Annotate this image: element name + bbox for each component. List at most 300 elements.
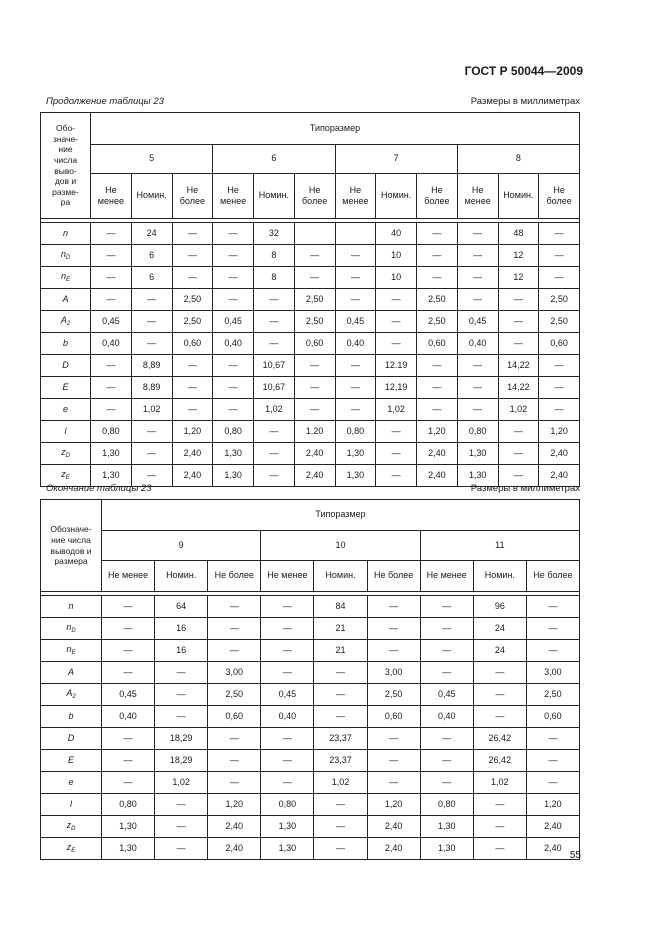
value-cell: 0,80 <box>335 421 376 443</box>
value-cell: — <box>131 333 172 355</box>
value-cell: 2,40 <box>208 816 261 838</box>
value-cell: — <box>376 443 417 465</box>
value-cell: 1,20 <box>526 794 579 816</box>
value-cell: 3,00 <box>367 662 420 684</box>
designation-cell <box>41 684 102 706</box>
limit-header-line: Не <box>431 184 443 195</box>
nominal-header <box>254 174 295 219</box>
value-cell: — <box>314 816 367 838</box>
value-cell: — <box>367 640 420 662</box>
size-header: 6 <box>213 145 335 174</box>
value-cell: 0,45 <box>457 311 498 333</box>
column-group-header: Типоразмер <box>91 113 580 145</box>
table-row <box>41 355 580 377</box>
table-row <box>41 311 580 333</box>
nominal-header <box>376 174 417 219</box>
value-cell: 0,80 <box>91 421 132 443</box>
header-row-limits <box>41 561 580 592</box>
max-header <box>208 561 261 592</box>
value-cell: — <box>294 377 335 399</box>
value-cell: — <box>254 421 295 443</box>
value-cell: 2,40 <box>417 443 458 465</box>
designation-symbol: A <box>60 314 67 325</box>
designation-subscript: D <box>71 825 76 832</box>
value-cell: 16 <box>155 618 208 640</box>
value-cell: 16 <box>155 640 208 662</box>
value-cell: — <box>208 596 261 618</box>
value-cell: — <box>539 377 580 399</box>
header-row-group <box>41 500 580 531</box>
value-cell: — <box>539 355 580 377</box>
nominal-header <box>155 561 208 592</box>
value-cell: 1,30 <box>420 838 473 860</box>
document-code: ГОСТ Р 50044—2009 <box>464 64 583 78</box>
designation-subscript: 2 <box>72 693 76 700</box>
value-cell: — <box>294 267 335 289</box>
designation-symbol: n <box>62 227 68 238</box>
value-cell: — <box>335 399 376 421</box>
table-row <box>41 728 580 750</box>
designation-header-line: выво- <box>54 165 77 176</box>
value-cell: 0,80 <box>420 794 473 816</box>
value-cell: 2,50 <box>539 289 580 311</box>
designation-cell <box>41 443 91 465</box>
value-cell: — <box>213 267 254 289</box>
limit-header-line: Не более <box>533 570 573 581</box>
value-cell: — <box>539 267 580 289</box>
value-cell: — <box>457 377 498 399</box>
value-cell: — <box>420 750 473 772</box>
value-cell: 2,40 <box>539 443 580 465</box>
designation-cell <box>41 399 91 421</box>
max-header <box>294 174 335 219</box>
value-cell: — <box>208 750 261 772</box>
value-cell: — <box>335 245 376 267</box>
value-cell: 2,40 <box>208 838 261 860</box>
limit-header-line: Не <box>349 184 362 195</box>
value-cell: 1,02 <box>314 772 367 794</box>
value-cell: — <box>498 443 539 465</box>
limit-header-line: Номин. <box>166 570 197 581</box>
value-cell: — <box>261 728 314 750</box>
value-cell: — <box>294 399 335 421</box>
designation-cell <box>41 662 102 684</box>
value-cell: — <box>420 618 473 640</box>
nominal-header <box>131 174 172 219</box>
size-header: 10 <box>261 531 420 561</box>
header-row-sizes <box>41 531 580 561</box>
designation-cell <box>41 772 102 794</box>
limit-header-line: Не <box>105 184 117 195</box>
designation-header-line: ние <box>58 144 73 155</box>
value-cell: — <box>498 333 539 355</box>
value-cell: — <box>457 289 498 311</box>
value-cell: — <box>254 289 295 311</box>
column-header-designation <box>41 500 102 592</box>
value-cell: 2,50 <box>417 289 458 311</box>
value-cell: 1,02 <box>498 399 539 421</box>
designation-cell <box>41 838 102 860</box>
designation-symbol: E <box>62 381 69 392</box>
value-cell: 1,20 <box>539 421 580 443</box>
limit-header-line: Номин. <box>381 190 412 201</box>
table-a-units: Размеры в миллиметрах <box>470 96 580 107</box>
value-cell: — <box>457 223 498 245</box>
max-header <box>367 561 420 592</box>
column-group-header: Типоразмер <box>102 500 580 531</box>
column-header-designation <box>41 113 91 219</box>
table-row <box>41 245 580 267</box>
value-cell: 10 <box>376 267 417 289</box>
value-cell: — <box>367 596 420 618</box>
value-cell: 2,40 <box>526 816 579 838</box>
designation-header-line: Обозначе- <box>50 524 92 535</box>
value-cell: 0,45 <box>261 684 314 706</box>
value-cell: — <box>261 596 314 618</box>
limit-header-line: Не <box>227 184 239 195</box>
designation-subscript: E <box>65 474 70 481</box>
limit-header-line: Не менее <box>426 570 467 581</box>
value-cell: 0,40 <box>213 333 254 355</box>
limit-header-line: Номин. <box>325 570 356 581</box>
value-cell: 24 <box>473 618 526 640</box>
limit-header-line: Не более <box>373 570 414 581</box>
designation-symbol: n <box>66 621 72 632</box>
designation-cell <box>41 333 91 355</box>
limit-header-line: Не <box>553 184 565 195</box>
limit-header-line: Номин. <box>136 190 167 201</box>
value-cell: 6 <box>131 245 172 267</box>
value-cell: — <box>91 289 132 311</box>
value-cell: — <box>526 596 579 618</box>
designation-cell <box>41 794 102 816</box>
value-cell: 0,45 <box>420 684 473 706</box>
value-cell: 26,42 <box>473 750 526 772</box>
value-cell: — <box>417 223 458 245</box>
value-cell: — <box>102 662 155 684</box>
designation-symbol: z <box>61 468 66 479</box>
value-cell: 21 <box>314 640 367 662</box>
value-cell: — <box>102 728 155 750</box>
value-cell: 1,30 <box>102 838 155 860</box>
value-cell: 0,60 <box>294 333 335 355</box>
value-cell: 0,45 <box>102 684 155 706</box>
value-cell: — <box>376 289 417 311</box>
value-cell: — <box>155 838 208 860</box>
value-cell: 0,80 <box>213 421 254 443</box>
value-cell: 18,29 <box>155 750 208 772</box>
designation-symbol: l <box>64 425 67 436</box>
value-cell: — <box>172 377 213 399</box>
value-cell: — <box>314 662 367 684</box>
value-cell: 0,60 <box>539 333 580 355</box>
value-cell: — <box>91 355 132 377</box>
value-cell: 1,20 <box>367 794 420 816</box>
value-cell: — <box>420 640 473 662</box>
value-cell: 1,02 <box>376 399 417 421</box>
designation-header-line: ра <box>60 197 71 208</box>
value-cell: — <box>172 245 213 267</box>
designation-cell <box>41 311 91 333</box>
size-header: 9 <box>102 531 261 561</box>
value-cell: 32 <box>254 223 295 245</box>
value-cell: — <box>254 333 295 355</box>
designation-cell <box>41 245 91 267</box>
value-cell: 2,50 <box>172 289 213 311</box>
table-row <box>41 596 580 618</box>
table-row <box>41 333 580 355</box>
value-cell: — <box>172 399 213 421</box>
value-cell: — <box>314 794 367 816</box>
value-cell: — <box>473 816 526 838</box>
value-cell: — <box>498 311 539 333</box>
value-cell: 14,22 <box>498 377 539 399</box>
value-cell: 0,60 <box>526 706 579 728</box>
limit-header-line: Не менее <box>107 570 149 581</box>
value-cell: — <box>208 640 261 662</box>
designation-header-line: дов и <box>54 176 77 187</box>
value-cell: 0,80 <box>457 421 498 443</box>
designation-header-line: Обо- <box>55 123 76 133</box>
value-cell: 12.19 <box>376 355 417 377</box>
value-cell: — <box>102 618 155 640</box>
value-cell: — <box>376 333 417 355</box>
value-cell: — <box>261 640 314 662</box>
value-cell: — <box>131 289 172 311</box>
size-header: 11 <box>420 531 579 561</box>
value-cell: 0,80 <box>261 794 314 816</box>
value-cell: 40 <box>376 223 417 245</box>
limit-header-line: более <box>179 196 205 206</box>
value-cell: — <box>213 377 254 399</box>
value-cell: — <box>155 706 208 728</box>
value-cell: 0,40 <box>335 333 376 355</box>
value-cell: 8,89 <box>131 355 172 377</box>
table-row <box>41 223 580 245</box>
value-cell: — <box>473 706 526 728</box>
value-cell: — <box>417 399 458 421</box>
value-cell: — <box>91 399 132 421</box>
table-row <box>41 443 580 465</box>
value-cell: 2,40 <box>367 816 420 838</box>
value-cell: — <box>417 355 458 377</box>
designation-symbol: A <box>67 666 74 677</box>
designation-symbol: z <box>61 446 66 457</box>
value-cell: 24 <box>131 223 172 245</box>
designation-cell <box>41 596 102 618</box>
header-row-group <box>41 113 580 145</box>
value-cell: — <box>208 772 261 794</box>
designation-subscript: E <box>66 276 71 283</box>
value-cell: 0,40 <box>261 706 314 728</box>
value-cell: — <box>539 399 580 421</box>
value-cell: — <box>526 772 579 794</box>
designation-header-line: размера <box>54 556 88 567</box>
limit-header-line: более <box>302 196 328 206</box>
value-cell: — <box>213 355 254 377</box>
designation-symbol: n <box>68 600 74 611</box>
value-cell: — <box>335 377 376 399</box>
max-header <box>172 174 213 219</box>
value-cell: 1,30 <box>91 465 132 487</box>
value-cell: — <box>420 728 473 750</box>
designation-cell <box>41 728 102 750</box>
value-cell: 18,29 <box>155 728 208 750</box>
value-cell: — <box>376 421 417 443</box>
value-cell: 1,30 <box>102 816 155 838</box>
value-cell: 0,45 <box>91 311 132 333</box>
value-cell: — <box>417 245 458 267</box>
value-cell: — <box>335 289 376 311</box>
table-row <box>41 289 580 311</box>
value-cell: — <box>172 223 213 245</box>
table-b-units: Размеры в миллиметрах <box>470 483 580 494</box>
size-header: 7 <box>335 145 457 174</box>
table-row <box>41 377 580 399</box>
value-cell: — <box>155 662 208 684</box>
limit-header-line: Номин. <box>503 190 534 201</box>
value-cell: 1,20 <box>172 421 213 443</box>
value-cell: — <box>420 596 473 618</box>
value-cell: 0,45 <box>335 311 376 333</box>
value-cell: 14,22 <box>498 355 539 377</box>
designation-cell <box>41 618 102 640</box>
value-cell: 1,30 <box>335 443 376 465</box>
value-cell: 2,40 <box>526 838 579 860</box>
value-cell: 2,50 <box>172 311 213 333</box>
value-cell: 3,00 <box>526 662 579 684</box>
value-cell: — <box>367 618 420 640</box>
value-cell: 2,50 <box>526 684 579 706</box>
value-cell: 10,67 <box>254 377 295 399</box>
value-cell: 2,40 <box>417 465 458 487</box>
value-cell: 96 <box>473 596 526 618</box>
table-row <box>41 684 580 706</box>
value-cell: — <box>131 443 172 465</box>
designation-symbol: n <box>66 643 72 654</box>
value-cell: — <box>91 245 132 267</box>
value-cell: — <box>526 640 579 662</box>
value-cell: 1,30 <box>261 838 314 860</box>
value-cell: 1,30 <box>335 465 376 487</box>
value-cell: — <box>473 794 526 816</box>
value-cell: 1.20 <box>294 421 335 443</box>
designation-symbol: z <box>66 841 72 852</box>
value-cell: — <box>294 245 335 267</box>
value-cell: 0,60 <box>172 333 213 355</box>
value-cell: 2,50 <box>367 684 420 706</box>
designation-cell <box>41 267 91 289</box>
value-cell: 0,80 <box>102 794 155 816</box>
value-cell: — <box>457 399 498 421</box>
limit-header-line: более <box>546 196 572 206</box>
value-cell: 1,20 <box>417 421 458 443</box>
min-header <box>457 174 498 219</box>
value-cell: 3,00 <box>208 662 261 684</box>
table-row <box>41 706 580 728</box>
value-cell: 48 <box>498 223 539 245</box>
value-cell: 23,37 <box>314 728 367 750</box>
value-cell: 2,50 <box>294 289 335 311</box>
value-cell: 0,40 <box>91 333 132 355</box>
value-cell: — <box>539 245 580 267</box>
value-cell: — <box>213 245 254 267</box>
designation-subscript: D <box>65 452 70 459</box>
value-cell: — <box>91 267 132 289</box>
value-cell: — <box>91 223 132 245</box>
min-header <box>91 174 132 219</box>
value-cell: 24 <box>473 640 526 662</box>
table-row <box>41 640 580 662</box>
limit-header-line: Не <box>186 184 199 195</box>
value-cell: — <box>457 355 498 377</box>
limit-header-line: менее <box>220 196 247 206</box>
value-cell: — <box>335 267 376 289</box>
nominal-header <box>314 561 367 592</box>
value-cell: — <box>102 772 155 794</box>
limit-header-line: менее <box>97 196 124 206</box>
size-header: 5 <box>91 145 213 174</box>
value-cell: 10 <box>376 245 417 267</box>
value-cell: 0,40 <box>420 706 473 728</box>
designation-header-line: значе- <box>52 133 79 144</box>
value-cell: 2,40 <box>539 465 580 487</box>
value-cell: 0,60 <box>208 706 261 728</box>
value-cell: 1,30 <box>420 816 473 838</box>
max-header <box>417 174 458 219</box>
value-cell: — <box>261 618 314 640</box>
designation-header-line: числа <box>53 154 78 165</box>
value-cell: — <box>367 772 420 794</box>
table-row <box>41 662 580 684</box>
designation-subscript: 2 <box>66 320 71 327</box>
limit-header-line: Не менее <box>267 570 308 581</box>
value-cell: 1,20 <box>208 794 261 816</box>
min-header <box>420 561 473 592</box>
table-a <box>40 112 580 487</box>
value-cell: 1,30 <box>261 816 314 838</box>
table-a-caption: Продолжение таблицы 23 <box>46 96 164 107</box>
value-cell: 0,40 <box>457 333 498 355</box>
limit-header-line: Не <box>471 184 484 195</box>
min-header <box>102 561 155 592</box>
table-row <box>41 838 580 860</box>
value-cell: — <box>367 750 420 772</box>
value-cell: — <box>131 311 172 333</box>
value-cell: 2,50 <box>294 311 335 333</box>
value-cell: — <box>473 662 526 684</box>
designation-symbol: z <box>66 819 72 830</box>
value-cell: — <box>526 618 579 640</box>
designation-subscript: E <box>71 847 76 854</box>
limit-header-line: менее <box>342 196 369 206</box>
value-cell: 84 <box>314 596 367 618</box>
value-cell: 2,40 <box>367 838 420 860</box>
designation-subscript: D <box>65 254 71 261</box>
table-row <box>41 267 580 289</box>
designation-cell <box>41 750 102 772</box>
size-header: 8 <box>457 145 579 174</box>
value-cell: 2,50 <box>208 684 261 706</box>
limit-header-line: Номин. <box>258 190 289 201</box>
value-cell: — <box>155 816 208 838</box>
value-cell: — <box>102 640 155 662</box>
limit-header-line: Не более <box>214 570 254 581</box>
designation-cell <box>41 706 102 728</box>
value-cell: 12 <box>498 267 539 289</box>
designation-cell <box>41 289 91 311</box>
value-cell: 1,30 <box>457 443 498 465</box>
